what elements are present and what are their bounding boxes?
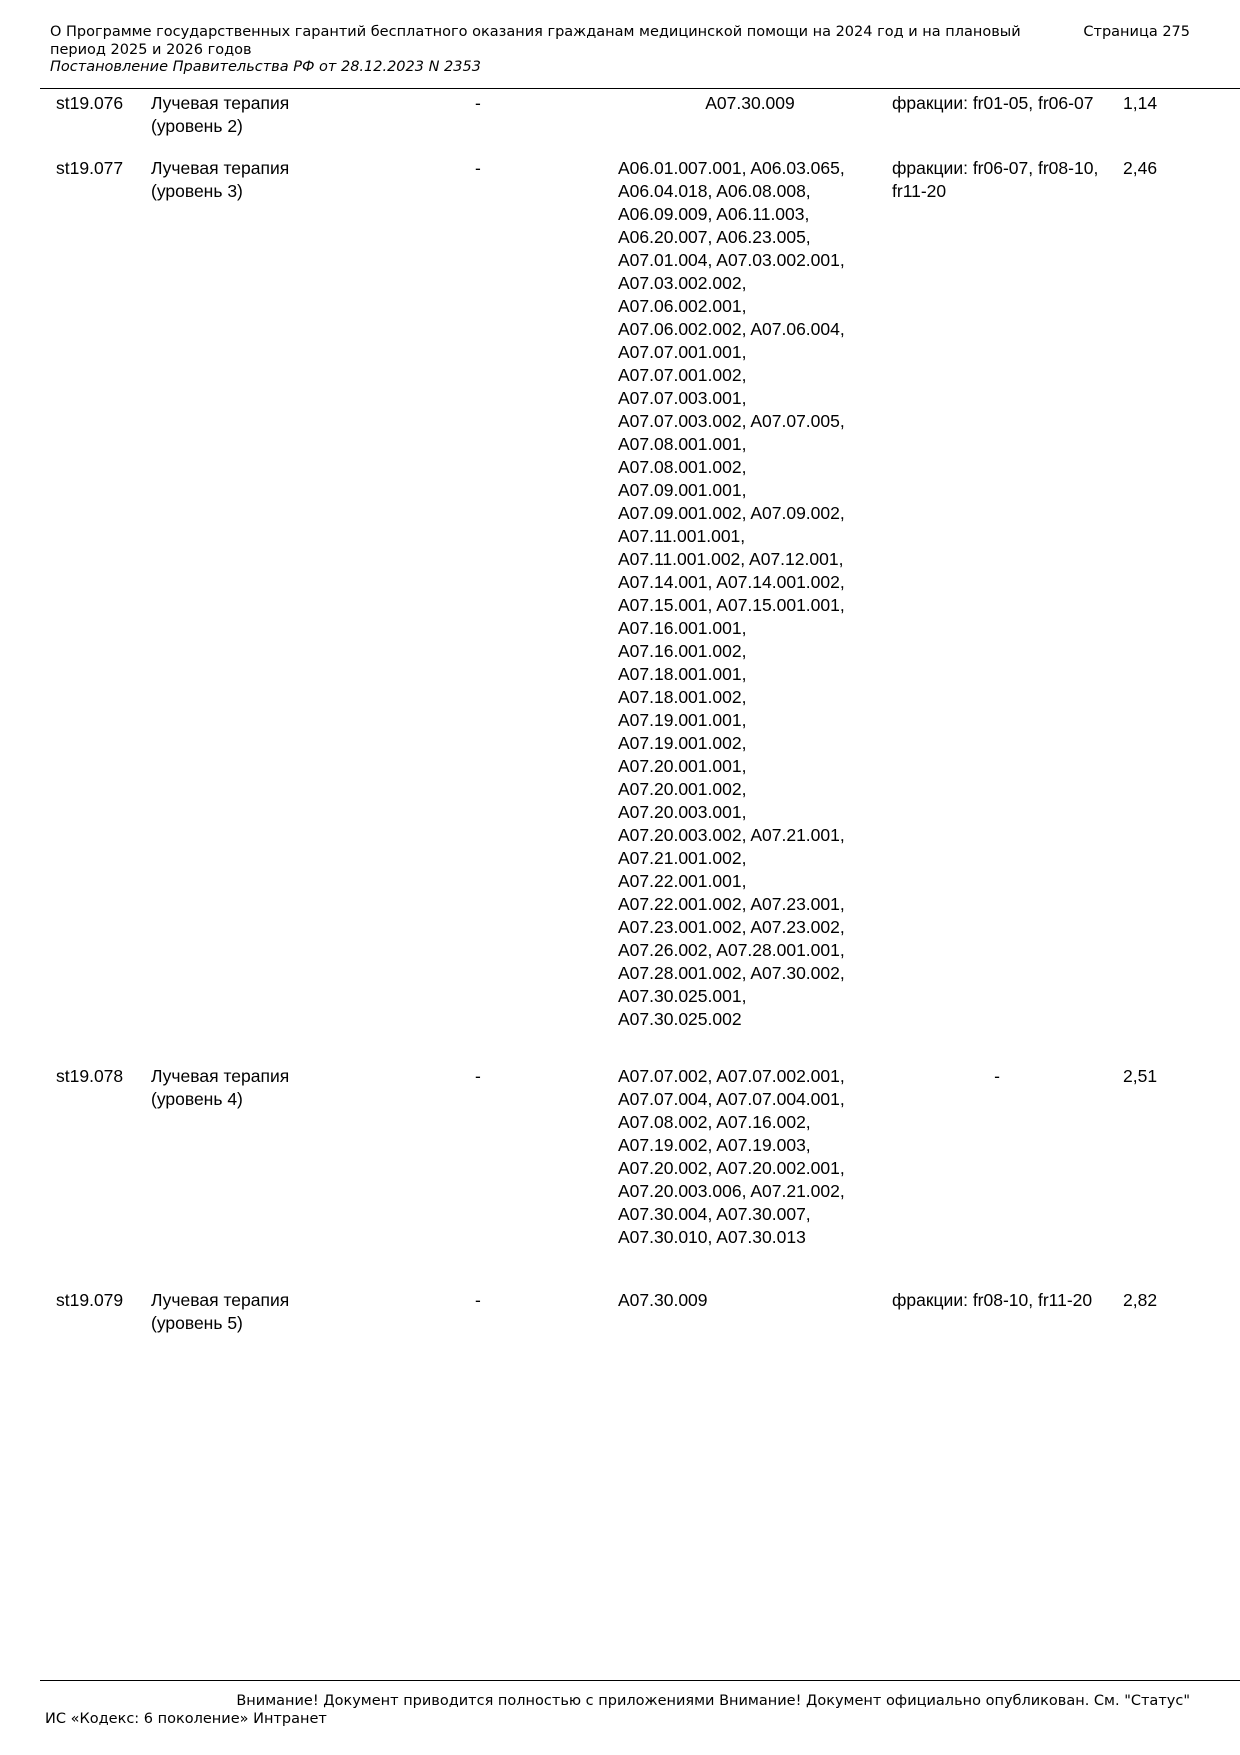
page-number: Страница 275: [1083, 24, 1190, 40]
row-name: Лучевая терапия (уровень 5): [151, 1290, 290, 1333]
row-diagnosis: -: [475, 1066, 481, 1086]
row-criteria: фракции: fr01-05, fr06-07: [892, 93, 1094, 113]
row-diagnosis: -: [475, 1290, 481, 1310]
row-diagnosis: -: [475, 158, 481, 178]
footer-divider: [40, 1680, 1240, 1681]
document-subtitle: Постановление Правительства РФ от 28.12.2023 N 2353: [50, 59, 481, 75]
row-services: A06.01.007.001, A06.03.065, A06.04.018, A06.08.008, A06.09.009, A06.11.003, A06.20.007, A06.23.005, A07.01.004, A07.03.002.001, A07.03.002.002, A07.06.002.001, A07.06.002.002, A07.06.004, A07.07.001.001, A07.07.001.002, A07.07.003.001, A07.07.003.002, A07.07.005, A07.08.001.001, A07.08.001.002, A07.09.001.001, A07.09.001.002, A07.09.002, A07.11.001.001, A07.11.001.002, A07.12.001, A07.14.001, A07.14.001.002, A07.15.001, A07.15.001.001, A07.16.001.001, A07.16.001.002, A07.18.001.001, A07.18.001.002, A07.19.001.001, A07.19.001.002, A07.20.001.001, A07.20.001.002, A07.20.003.001, A07.20.003.002, A07.21.001, A07.21.001.002, A07.22.001.001, A07.22.001.002, A07.23.001, A07.23.001.002, A07.23.002, A07.26.002, A07.28.001.001, A07.28.001.002, A07.30.002, A07.30.025.001, A07.30.025.002: [618, 158, 845, 1029]
row-coefficient: 2,46: [1123, 158, 1158, 178]
row-services: A07.30.009: [705, 93, 795, 113]
row-name: Лучевая терапия (уровень 4): [151, 1066, 290, 1109]
row-coefficient: 2,82: [1123, 1290, 1158, 1310]
row-code: st19.077: [56, 158, 124, 178]
table-row: [0, 1065, 1240, 1289]
row-name: Лучевая терапия (уровень 2): [151, 93, 290, 136]
row-name: Лучевая терапия (уровень 3): [151, 158, 290, 201]
footer-notice: Внимание! Документ приводится полностью с приложениями Внимание! Документ официально опубликован. См. "Статус": [236, 1693, 1190, 1709]
row-diagnosis: -: [475, 93, 481, 113]
row-code: st19.078: [56, 1066, 124, 1086]
row-services: A07.07.002, A07.07.002.001, A07.07.004, A07.07.004.001, A07.08.002, A07.16.002, A07.19.002, A07.19.003, A07.20.002, A07.20.002.001, A07.20.003.006, A07.21.002, A07.30.004, A07.30.007, A07.30.010, A07.30.013: [618, 1066, 845, 1247]
row-coefficient: 1,14: [1123, 93, 1158, 113]
row-criteria: фракции: fr08-10, fr11-20: [892, 1290, 1093, 1310]
document-title: О Программе государственных гарантий бесплатного оказания гражданам медицинской помощи на 2024 год и на плановый период 2025 и 2026 годов: [50, 24, 1021, 58]
row-services: A07.30.009: [618, 1290, 708, 1310]
table-row: [0, 92, 1240, 157]
row-criteria: фракции: fr06-07, fr08-10, fr11-20: [892, 158, 1099, 201]
header-divider: [40, 88, 1240, 89]
tariff-table: [0, 92, 1240, 1349]
table-row: [0, 157, 1240, 1065]
row-code: st19.079: [56, 1290, 124, 1310]
row-coefficient: 2,51: [1123, 1066, 1158, 1086]
page-header: [50, 24, 1190, 77]
table-row: [0, 1289, 1240, 1349]
row-criteria: -: [994, 1066, 1000, 1086]
row-code: st19.076: [56, 93, 124, 113]
footer-system: ИС «Кодекс: 6 поколение» Интранет: [45, 1711, 327, 1727]
